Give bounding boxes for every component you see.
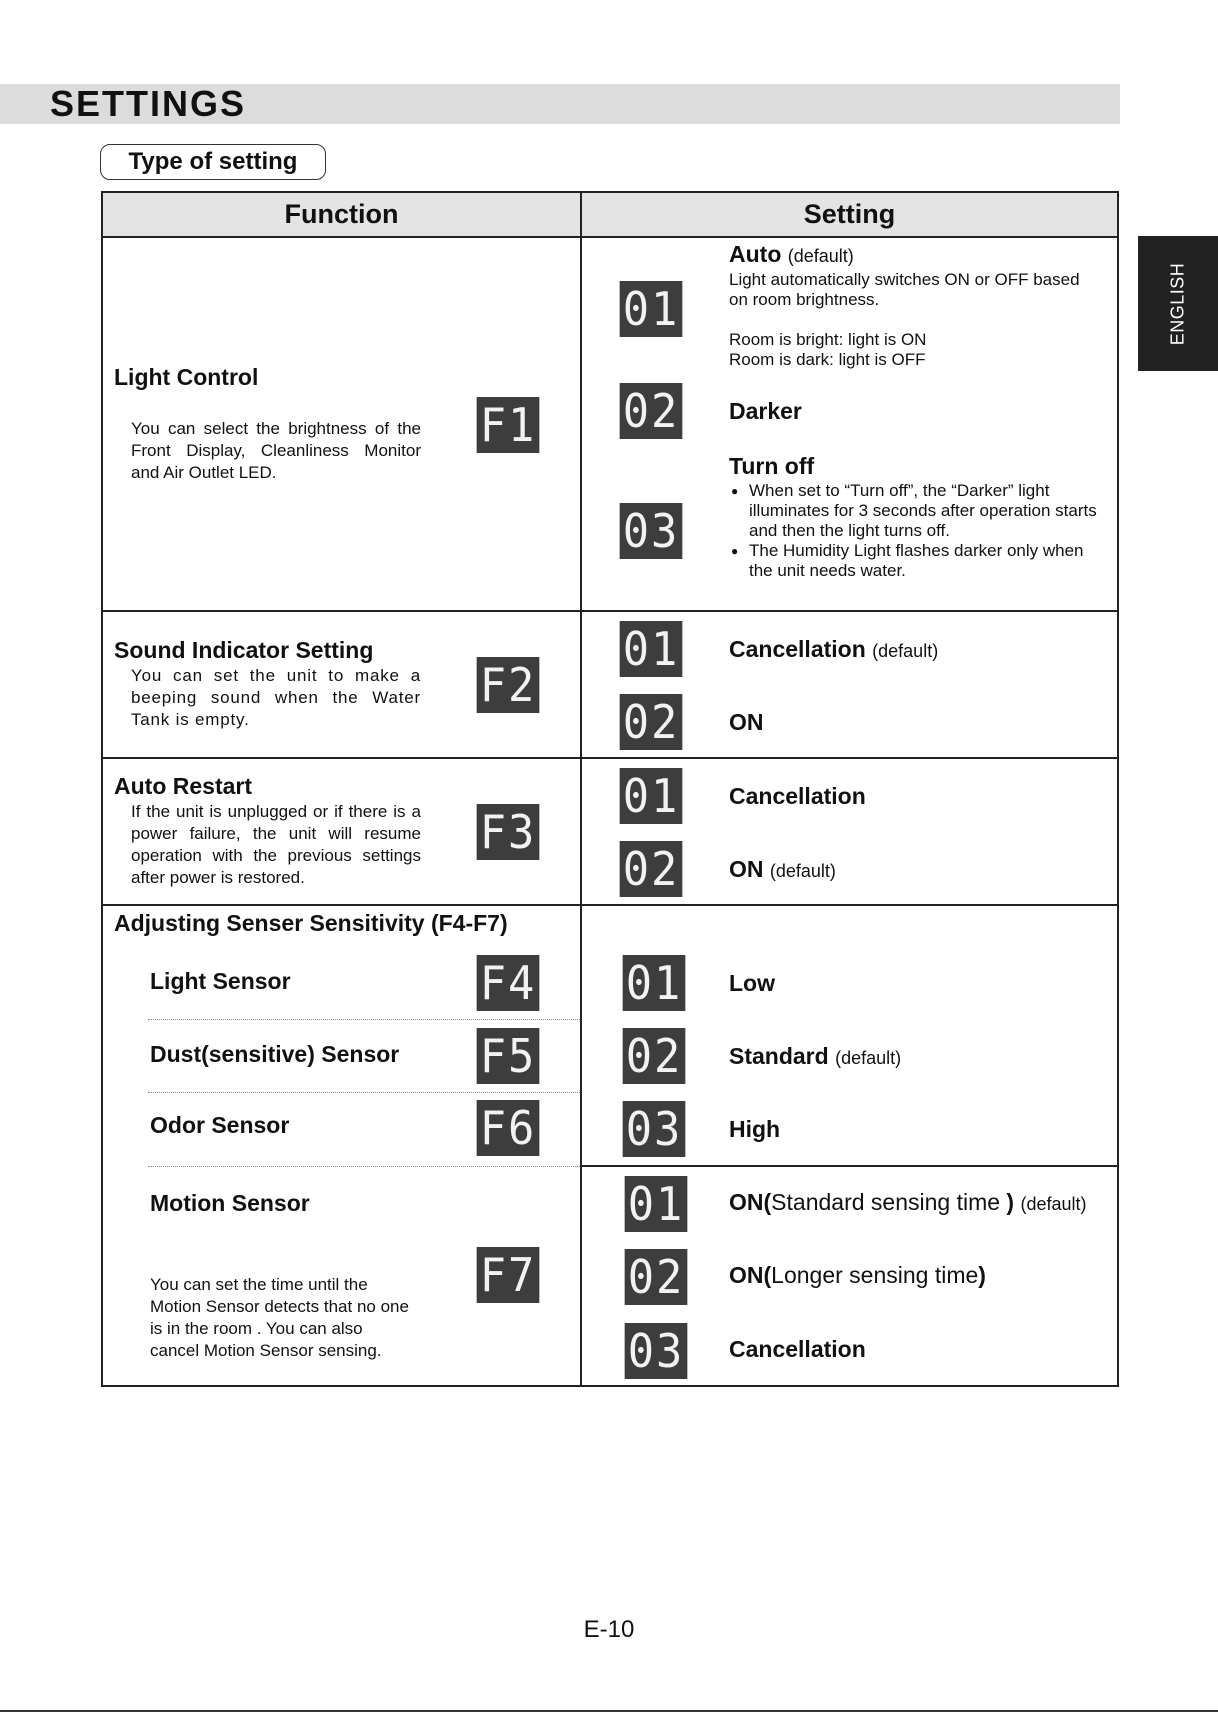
auto-restart-description: If the unit is unplugged or if there is a power failure, the unit will resume operation with the previous settings after power is restored. — [131, 802, 421, 887]
option-title: High — [729, 1116, 781, 1142]
dotted-divider — [148, 1019, 580, 1020]
lcd-code-f5: F5 — [477, 1028, 540, 1084]
dotted-divider — [148, 1092, 580, 1093]
option-title: Standard (default) — [729, 1043, 902, 1069]
lcd-code-f1: F1 — [477, 397, 540, 453]
note-item: ● When set to “Turn off”, the “Darker” light illuminates for 3 seconds after operation starts and then the light turns off. — [729, 481, 1104, 541]
lcd-code-02: 02 — [620, 841, 683, 897]
lcd-code-f6: F6 — [477, 1100, 540, 1156]
lcd-code-01: 01 — [620, 621, 683, 677]
lcd-code-f4: F4 — [477, 955, 540, 1011]
row-divider — [582, 1165, 1117, 1167]
light-sensor-label: Light Sensor — [150, 968, 291, 994]
dotted-divider — [148, 1166, 580, 1167]
function-column-header: Function — [284, 199, 399, 229]
column-divider — [580, 193, 582, 1385]
lcd-code-02: 02 — [620, 383, 683, 439]
turn-off-notes — [729, 481, 1104, 581]
odor-sensor-label: Odor Sensor — [150, 1112, 290, 1138]
sound-indicator-title: Sound Indicator Setting — [114, 637, 374, 663]
motion-sensor-label: Motion Sensor — [150, 1190, 310, 1216]
option-title: Cancellation (default) — [729, 636, 939, 662]
row-divider — [103, 610, 1117, 612]
lcd-code-03: 03 — [625, 1323, 688, 1379]
sound-indicator-description: You can set the unit to make a beeping sound when the Water Tank is empty. — [131, 666, 421, 729]
option-description: Light automatically switches ON or OFF based on room brightness. Room is bright: light is ON Room is dark: light is OFF — [729, 270, 1080, 369]
option-title: Cancellation — [729, 1336, 866, 1362]
setting-column-header: Setting — [803, 199, 896, 229]
lcd-code-01: 01 — [620, 281, 683, 337]
light-control-description: You can select the brightness of the Front Display, Cleanliness Monitor and Air Outlet LED. — [131, 419, 421, 482]
dust-sensor-label: Dust(sensitive) Sensor — [150, 1041, 400, 1067]
option-title: Darker — [729, 398, 802, 424]
page-number: E-10 — [583, 1616, 635, 1643]
lcd-code-03: 03 — [620, 503, 683, 559]
motion-sensor-description: You can set the time until the Motion Sensor detects that no one is in the room . You can also cancel Motion Sensor sensing. — [150, 1275, 409, 1360]
lcd-code-f2: F2 — [477, 657, 540, 713]
lcd-code-02: 02 — [623, 1028, 686, 1084]
note-item: ● The Humidity Light flashes darker only when the unit needs water. — [729, 541, 1104, 581]
lcd-code-03: 03 — [623, 1101, 686, 1157]
auto-restart-title: Auto Restart — [114, 773, 253, 799]
row-divider — [103, 757, 1117, 759]
option-title: ON(Standard sensing time ) (default) — [729, 1189, 1087, 1215]
language-tab — [1138, 236, 1218, 371]
settings-table — [101, 191, 1119, 1387]
type-of-setting-label: Type of setting — [100, 144, 326, 180]
lcd-code-02: 02 — [625, 1249, 688, 1305]
lcd-code-01: 01 — [625, 1176, 688, 1232]
option-title: ON (default) — [729, 856, 836, 882]
lcd-code-02: 02 — [620, 694, 683, 750]
page-title: SETTINGS — [50, 83, 247, 124]
option-title: ON — [729, 709, 764, 735]
option-title: Auto (default) — [729, 241, 854, 267]
lcd-code-f3: F3 — [477, 804, 540, 860]
language-tab-label: ENGLISH — [1167, 262, 1188, 345]
light-control-title: Light Control — [114, 364, 259, 390]
option-title: Cancellation — [729, 783, 866, 809]
lcd-code-f7: F7 — [477, 1247, 540, 1303]
lcd-code-01: 01 — [623, 955, 686, 1011]
option-title: Low — [729, 970, 775, 996]
table-header-row — [103, 193, 1117, 238]
lcd-code-01: 01 — [620, 768, 683, 824]
row-divider — [103, 904, 1117, 906]
option-title: ON(Longer sensing time) — [729, 1262, 986, 1288]
option-title: Turn off — [729, 453, 815, 479]
sensor-sensitivity-title: Adjusting Senser Sensitivity (F4-F7) — [114, 910, 508, 936]
